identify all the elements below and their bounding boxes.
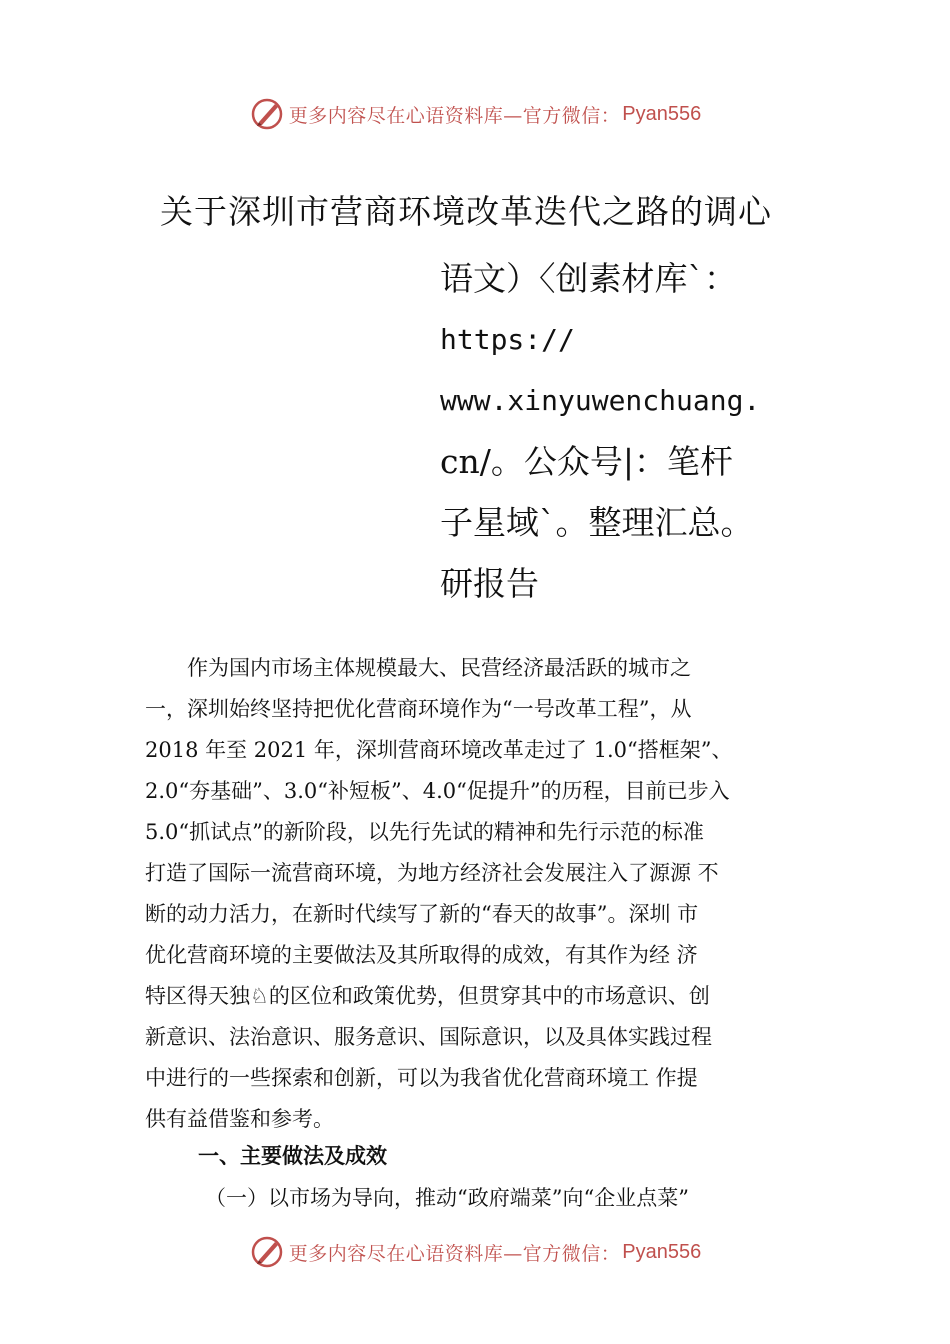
paragraph-line: 一，深圳始终坚持把优化营商环境作为“一号改革工程”，从 — [145, 697, 692, 721]
banner-text: 更多内容尽在心语资料库—官方微信： — [288, 104, 621, 127]
document-title-continued — [440, 248, 790, 614]
subsection-heading: （一）以市场为导向，推动“政府端菜”向“企业点菜” — [205, 1186, 689, 1210]
paragraph-line: 中进行的一些探索和创新，可以为我省优化营商环境工 作提 — [145, 1066, 698, 1090]
body-paragraph — [145, 648, 825, 1140]
banner-wechat-id: Pyan556 — [622, 1240, 702, 1263]
pen-logo-icon — [249, 96, 285, 132]
pen-logo-icon — [249, 1234, 285, 1270]
title-line: www.xinyuwenchuang. — [440, 384, 761, 417]
paragraph-line: 特区得天独♘的区位和政策优势，但贯穿其中的市场意识、创 — [145, 984, 710, 1008]
paragraph-line: 5.0“抓试点”的新阶段，以先行先试的精神和先行示范的标准 — [145, 820, 704, 844]
title-line: 语文）〈创素材库`： — [440, 259, 737, 298]
paragraph-line: 新意识、法治意识、服务意识、国际意识，以及具体实践过程 — [145, 1025, 712, 1049]
paragraph-line: 断的动力活力，在新时代续写了新的“春天的故事”。深圳 市 — [145, 902, 699, 926]
banner-wechat-id: Pyan556 — [622, 102, 702, 125]
paragraph-line: 2.0“夯基础”、3.0“补短板”、4.0“促提升”的历程，目前已步入 — [145, 779, 730, 803]
title-line: 研报告 — [440, 564, 539, 603]
paragraph-line: 供有益借鉴和参考。 — [145, 1107, 334, 1131]
header-banner — [0, 92, 950, 136]
footer-banner — [0, 1230, 950, 1274]
section-heading: 一、主要做法及成效 — [198, 1144, 387, 1168]
title-line: 子星域`。整理汇总。 — [440, 503, 754, 542]
paragraph-line: 打造了国际一流营商环境，为地方经济社会发展注入了源源 不 — [145, 861, 719, 885]
title-line: cn/。公众号|：笔杆 — [440, 442, 733, 481]
banner-text: 更多内容尽在心语资料库—官方微信： — [288, 1242, 621, 1265]
paragraph-line: 2018 年至 2021 年，深圳营商环境改革走过了 1.0“搭框架”、 — [145, 738, 733, 762]
paragraph-line: 优化营商环境的主要做法及其所取得的成效，有其作为经 济 — [145, 943, 698, 967]
title-line: https:// — [440, 323, 575, 356]
paragraph-line: 作为国内市场主体规模最大、民营经济最活跃的城市之 — [145, 656, 691, 680]
document-title: 关于深圳市营商环境改革迭代之路的调心 — [160, 192, 772, 231]
